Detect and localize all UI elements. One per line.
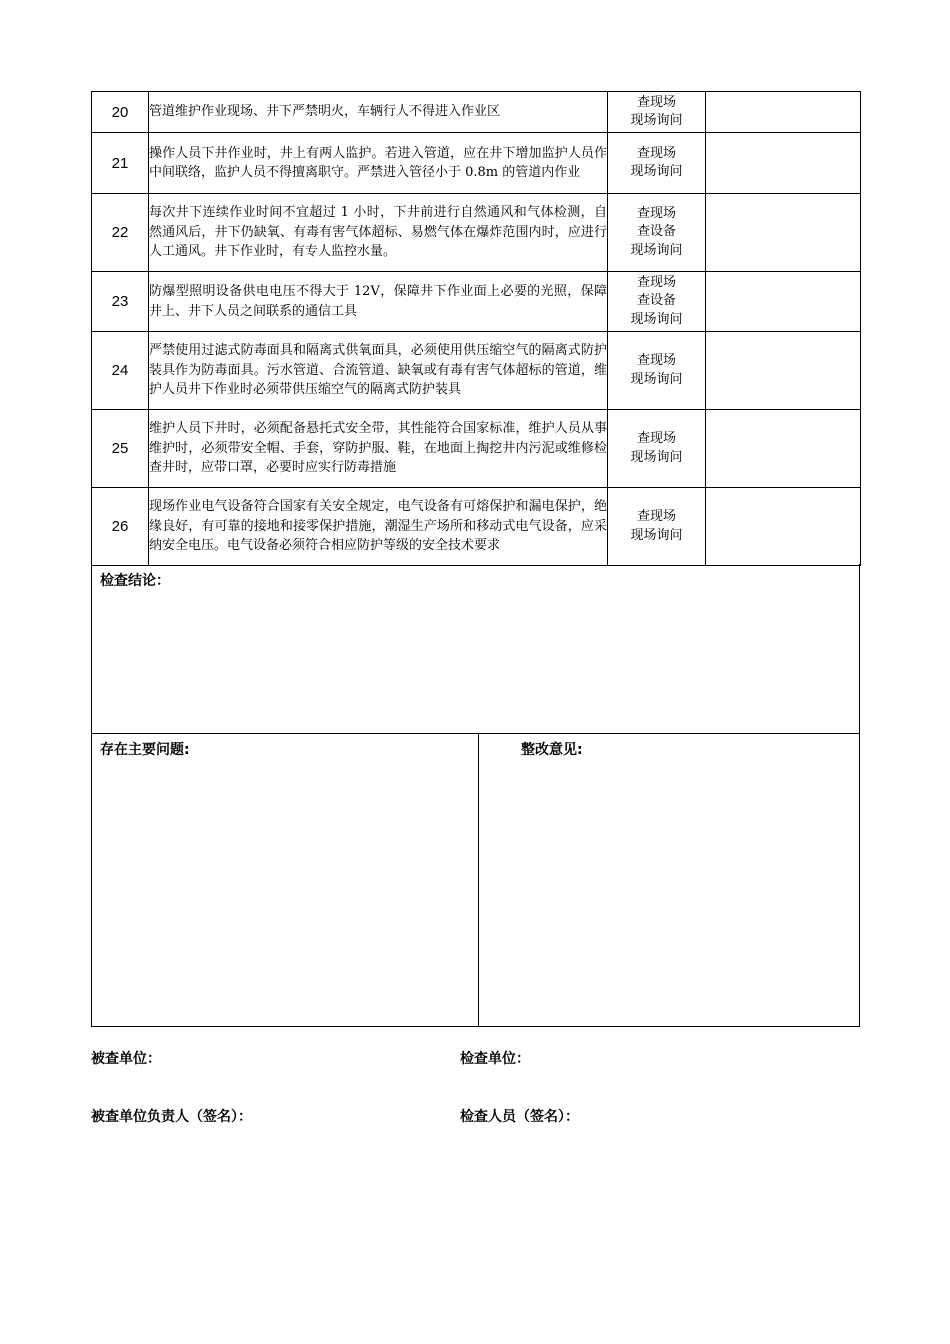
method-line: 现场询问 bbox=[630, 113, 683, 128]
row-number: 26 bbox=[92, 488, 149, 566]
checklist-table bbox=[91, 91, 861, 566]
method-line: 查现场 bbox=[636, 94, 676, 110]
check-result-cell[interactable] bbox=[706, 488, 861, 566]
method-line: 现场询问 bbox=[630, 311, 683, 327]
table-row bbox=[92, 194, 861, 272]
inspecting-unit-label: 检查单位： bbox=[460, 1051, 530, 1067]
conclusion-box[interactable] bbox=[91, 564, 860, 734]
check-result-cell[interactable] bbox=[706, 410, 861, 488]
check-result-cell[interactable] bbox=[706, 133, 861, 194]
method-line: 现场询问 bbox=[630, 164, 683, 179]
issues-rectify-box bbox=[91, 733, 860, 1027]
row-number: 25 bbox=[92, 410, 149, 488]
check-result-cell[interactable] bbox=[706, 272, 861, 332]
check-method bbox=[608, 133, 706, 194]
check-method bbox=[608, 194, 706, 272]
method-line: 查现场 bbox=[636, 431, 676, 446]
column-divider bbox=[478, 734, 479, 1026]
method-line: 现场询问 bbox=[630, 242, 683, 258]
method-line: 现场询问 bbox=[630, 527, 683, 543]
check-method bbox=[608, 272, 706, 332]
row-number: 23 bbox=[92, 272, 149, 332]
method-line: 查设备 bbox=[636, 293, 676, 309]
check-method bbox=[608, 488, 706, 566]
row-number: 21 bbox=[92, 133, 149, 194]
table-row bbox=[92, 92, 861, 133]
table-row bbox=[92, 410, 861, 488]
conclusion-label: 检查结论： bbox=[100, 573, 170, 589]
method-line: 查现场 bbox=[636, 353, 676, 368]
check-item-text: 严禁使用过滤式防毒面具和隔离式供氧面具，必须使用供压缩空气的隔离式防护装具作为防毒面具。污水管道、合流管道、缺氧或有毒有害气体超标的管道，维护人员井下作业时必须带供压缩空气的隔离式防护装具 bbox=[149, 332, 608, 410]
method-line: 现场询问 bbox=[630, 371, 683, 387]
table-row bbox=[92, 332, 861, 410]
table-row bbox=[92, 272, 861, 332]
method-line: 查现场 bbox=[636, 274, 676, 290]
method-line: 查设备 bbox=[636, 224, 676, 240]
check-item-text: 每次井下连续作业时间不宜超过 1 小时，下井前进行自然通风和气体检测，自然通风后，井下仍缺氧、有毒有害气体超标、易燃气体在爆炸范围内时，应进行人工通风。井下作业时，有专人监控水量。 bbox=[149, 194, 608, 272]
check-item-text: 维护人员下井时，必须配备悬托式安全带，其性能符合国家标准，维护人员从事维护时，必须带安全帽、手套，穿防护服、鞋，在地面上掏挖井内污泥或维修检查井时，应带口罩，必要时应实行防毒措施 bbox=[149, 410, 608, 488]
inspector-signature-label: 检查人员（签名）： bbox=[460, 1109, 579, 1125]
check-item-text: 现场作业电气设备符合国家有关安全规定，电气设备有可熔保护和漏电保护，绝缘良好，有可靠的接地和接零保护措施，潮湿生产场所和移动式电气设备，应采纳安全电压。电气设备必须符合相应防护等级的安全技术要求 bbox=[149, 488, 608, 566]
method-line: 查现场 bbox=[636, 205, 676, 221]
check-item-text: 防爆型照明设备供电电压不得大于 12V，保障井下作业面上必要的光照，保障井上、井下人员之间联系的通信工具 bbox=[149, 272, 608, 332]
method-line: 查现场 bbox=[636, 509, 676, 524]
check-method bbox=[608, 92, 706, 133]
row-number: 24 bbox=[92, 332, 149, 410]
method-line: 现场询问 bbox=[630, 449, 683, 465]
check-result-cell[interactable] bbox=[706, 332, 861, 410]
check-result-cell[interactable] bbox=[706, 194, 861, 272]
check-method bbox=[608, 332, 706, 410]
inspected-unit-label: 被查单位： bbox=[91, 1051, 161, 1067]
table-row bbox=[92, 488, 861, 566]
check-result-cell[interactable] bbox=[706, 92, 861, 133]
rectify-label: 整改意见: bbox=[521, 742, 583, 758]
row-number: 20 bbox=[92, 92, 149, 133]
method-line: 查现场 bbox=[636, 145, 676, 161]
check-item-text: 管道维护作业现场、井下严禁明火，车辆行人不得进入作业区 bbox=[149, 92, 608, 133]
check-item-text: 操作人员下井作业时，井上有两人监护。若进入管道，应在井下增加监护人员作中间联络，监护人员不得擅离职守。严禁进入管径小于 0.8m 的管道内作业 bbox=[149, 133, 608, 194]
table-row bbox=[92, 133, 861, 194]
row-number: 22 bbox=[92, 194, 149, 272]
check-method bbox=[608, 410, 706, 488]
issues-label: 存在主要问题: bbox=[100, 742, 190, 758]
inspected-person-signature-label: 被查单位负责人（签名）： bbox=[91, 1109, 252, 1125]
